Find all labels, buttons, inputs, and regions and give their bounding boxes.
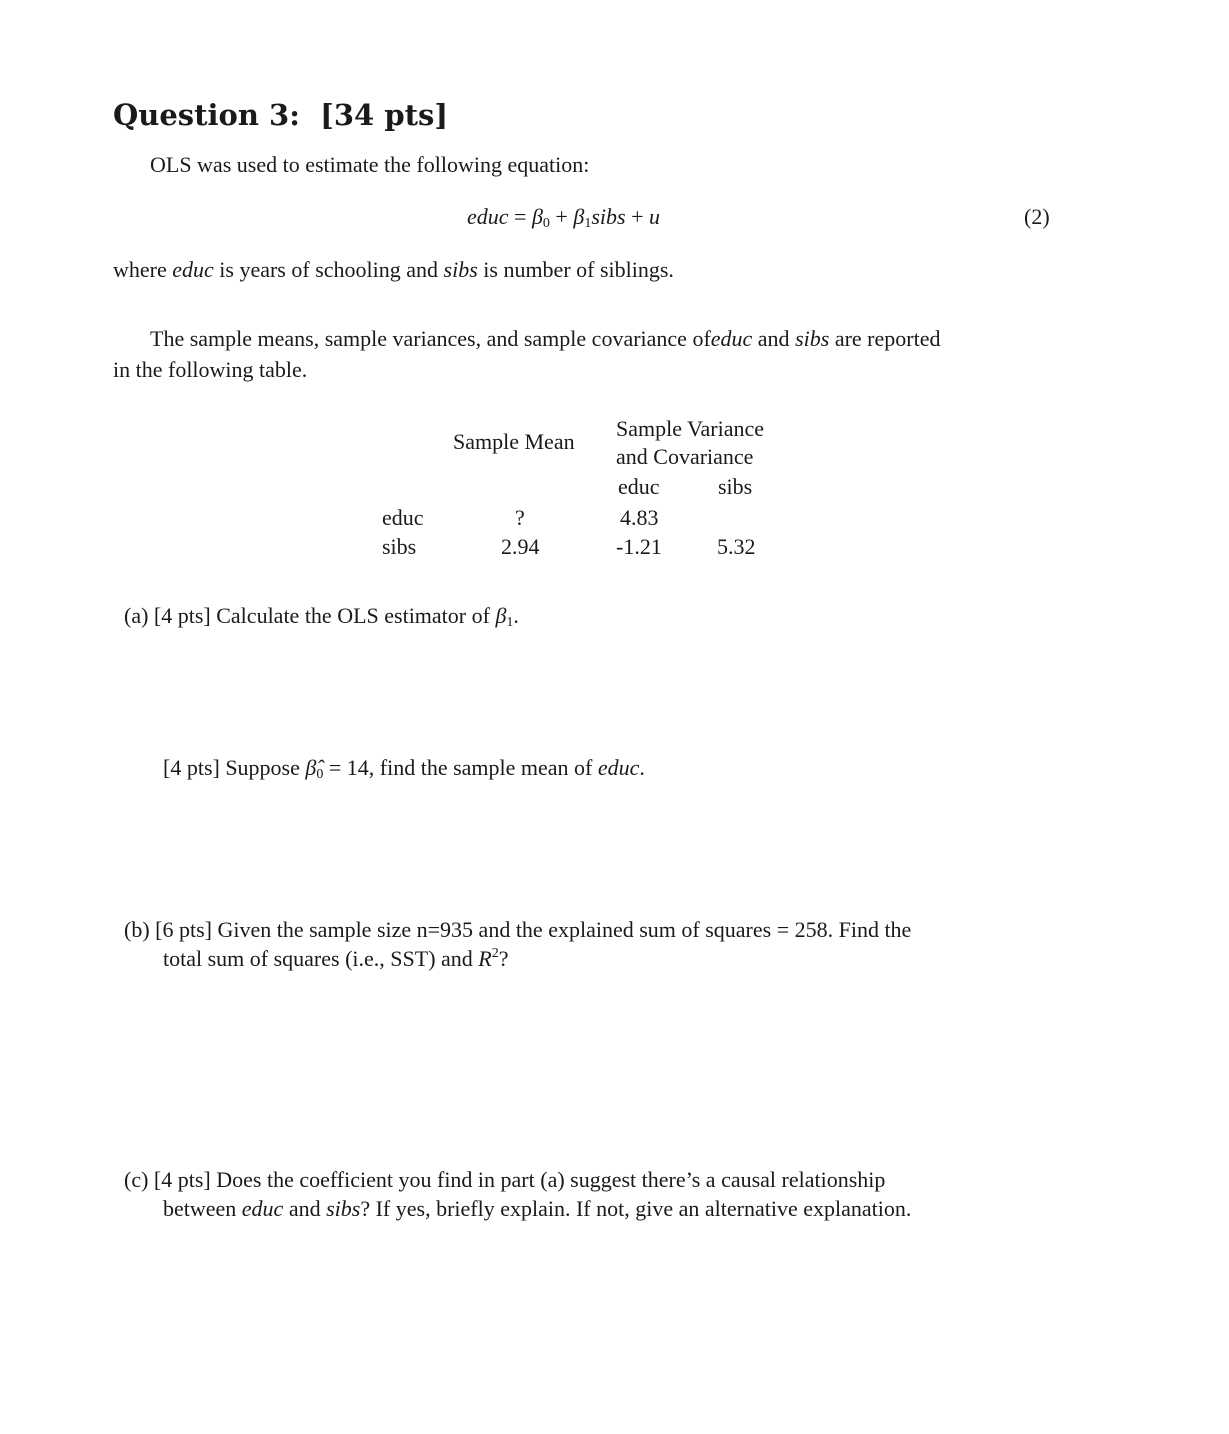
para2-sibs: sibs (795, 326, 830, 351)
part-b-line1 (124, 917, 911, 943)
part-a2-beta: β̂ (305, 755, 317, 780)
part-a2-text1: [4 pts] Suppose (163, 755, 300, 780)
question-title (113, 98, 448, 132)
eq-var: sibs (591, 204, 626, 229)
part-a2 (163, 755, 645, 783)
eq-u: u (648, 204, 660, 229)
table-subheader-sibs: sibs (718, 474, 753, 499)
para2-line1 (150, 326, 940, 352)
where-w2: is years of schooling and (219, 257, 439, 282)
eq-equals: = (508, 204, 532, 229)
part-a-text: [4 pts] Calculate the OLS estimator of (153, 603, 490, 628)
table-header-var-1: Sample Variance (616, 416, 765, 441)
part-a2-sub: 0 (316, 767, 324, 782)
part-c-line2c: ? If yes, briefly explain. If not, give an alternative explanation. (360, 1196, 912, 1221)
part-b-line2 (163, 946, 509, 972)
eq-sub0: 0 (542, 216, 550, 231)
table-cell-educ: 4.83 (620, 505, 659, 530)
table-cell-educ: -1.21 (616, 534, 662, 559)
part-a2-text2: = 14, find the sample mean of (323, 755, 593, 780)
part-b-text: [6 pts] Given the sample size n=935 and the explained sum of squares = 258. Find the (155, 917, 912, 942)
part-c-text: [4 pts] Does the coefficient you find in part (a) suggest there’s a causal relationship (153, 1167, 886, 1192)
eq-beta1: β (573, 204, 585, 229)
part-c-sibs: sibs (326, 1196, 361, 1221)
part-a (124, 603, 519, 631)
part-a-sub: 1 (506, 615, 514, 630)
part-c-line2b: and (288, 1196, 321, 1221)
eq-plus-u: + (625, 204, 649, 229)
where-sibs: sibs (443, 257, 478, 282)
table-row-label: sibs (382, 534, 417, 559)
part-a-end: . (513, 603, 519, 628)
part-c-educ: educ (241, 1196, 284, 1221)
para2-a: The sample means, sample variances, and sample covariance of (150, 326, 711, 351)
part-a2-educ: educ (597, 755, 640, 780)
part-b-r: R (478, 946, 492, 971)
part-c-line1 (124, 1167, 885, 1193)
part-c-line2a: between (163, 1196, 237, 1221)
part-c-line2 (163, 1196, 911, 1222)
part-b-sup: 2 (491, 946, 499, 961)
table-subheader-educ: educ (618, 474, 660, 499)
equation (467, 204, 660, 232)
eq-lhs: educ (467, 204, 509, 229)
part-b-line2a: total sum of squares (i.e., SST) and (163, 946, 473, 971)
table-cell-mean: ? (515, 505, 525, 530)
equation-number: (2) (1024, 204, 1050, 229)
table-row-label: educ (382, 505, 424, 530)
part-a2-end: . (639, 755, 645, 780)
where-text (113, 257, 674, 283)
where-w3: is number of siblings. (483, 257, 674, 282)
intro-text: OLS was used to estimate the following equation: (150, 152, 590, 177)
question-points: [34 pts] (320, 98, 449, 132)
para2-educ: educ (710, 326, 753, 351)
where-w1: where (113, 257, 167, 282)
question-number: Question 3: (113, 98, 300, 132)
part-c-label: (c) (124, 1167, 149, 1192)
para2-c: are reported (834, 326, 941, 351)
eq-beta0: β (531, 204, 543, 229)
eq-plus: + (549, 204, 574, 229)
part-a-beta: β (495, 603, 507, 628)
table-cell-mean: 2.94 (501, 534, 540, 559)
eq-sub1: 1 (584, 216, 592, 231)
where-educ: educ (172, 257, 214, 282)
table-header-var-2: and Covariance (616, 444, 754, 469)
part-b-line2b: ? (498, 946, 509, 971)
part-b-label: (b) (124, 917, 150, 942)
para2-b: and (757, 326, 790, 351)
table-header-mean: Sample Mean (453, 429, 575, 454)
para2-line2: in the following table. (113, 357, 308, 382)
table-cell-sibs: 5.32 (717, 534, 756, 559)
part-a-label: (a) (124, 603, 149, 628)
